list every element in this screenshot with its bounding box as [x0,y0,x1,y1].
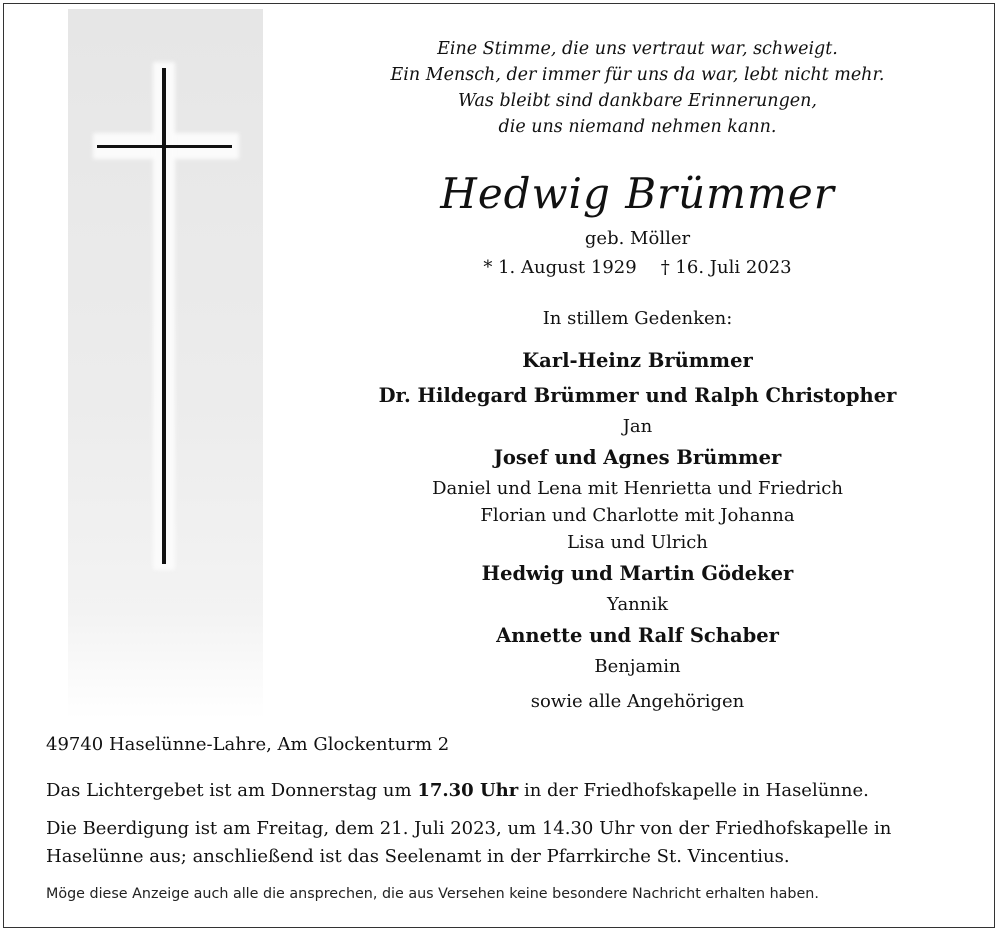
poem-line: die uns niemand nehmen kann. [498,117,777,137]
mourner-group-name: Karl-Heinz Brümmer [522,349,753,372]
poem-line: Eine Stimme, die uns vertraut war, schweigt. [437,39,838,59]
mourner-member: Yannik [606,594,669,615]
mourner-group-name: Josef und Agnes Brümmer [493,446,782,469]
life-dates [365,255,910,281]
cross-icon-vertical-beam [162,68,166,564]
prayer-text-before: Das Lichtergebet ist am Donnerstag um [46,780,418,801]
mourner-member: Benjamin [594,656,681,677]
prayer-text-after: in der Friedhofskapelle in Haselünne. [518,780,869,801]
mourner-member: Florian und Charlotte mit Johanna [480,505,795,526]
poem-line: Ein Mensch, der immer für uns da war, lebt nicht mehr. [390,65,885,85]
death-date: † 16. Juli 2023 [660,257,792,278]
relatives-line: sowie alle Angehörigen [530,691,745,712]
birth-name: geb. Möller [584,228,691,249]
birth-date: * 1. August 1929 [483,257,637,278]
mourner-group-name: Dr. Hildegard Brümmer und Ralph Christopher [378,384,897,407]
mourner-group-name: Hedwig und Martin Gödeker [481,562,794,585]
mourners-list [365,343,910,715]
notice-footer: Möge diese Anzeige auch alle die ansprechen, die aus Versehen keine besondere Nachricht erhalten haben. [46,886,819,902]
prayer-time: 17.30 Uhr [417,780,519,801]
cross-icon-horizontal-beam [97,145,232,148]
deceased-name: Hedwig Brümmer [440,169,835,218]
funeral-info: Die Beerdigung ist am Freitag, dem 21. Juli 2023, um 14.30 Uhr von der Friedhofskapelle in Haselünne aus; anschließend ist das Seelenamt in der Pfarrkirche St. Vincentius. [46,818,892,867]
memorial-poem [365,36,910,140]
memorial-heading: In stillem Gedenken: [542,308,733,329]
prayer-service-info [46,777,869,805]
poem-line: Was bleibt sind dankbare Erinnerungen, [458,91,817,111]
mourner-member: Jan [622,416,653,437]
mourner-group-name: Annette und Ralf Schaber [496,624,779,647]
family-address: 49740 Haselünne-Lahre, Am Glockenturm 2 [46,734,450,755]
mourner-member: Lisa und Ulrich [567,532,708,553]
mourner-member: Daniel und Lena mit Henrietta und Friedrich [432,478,843,499]
